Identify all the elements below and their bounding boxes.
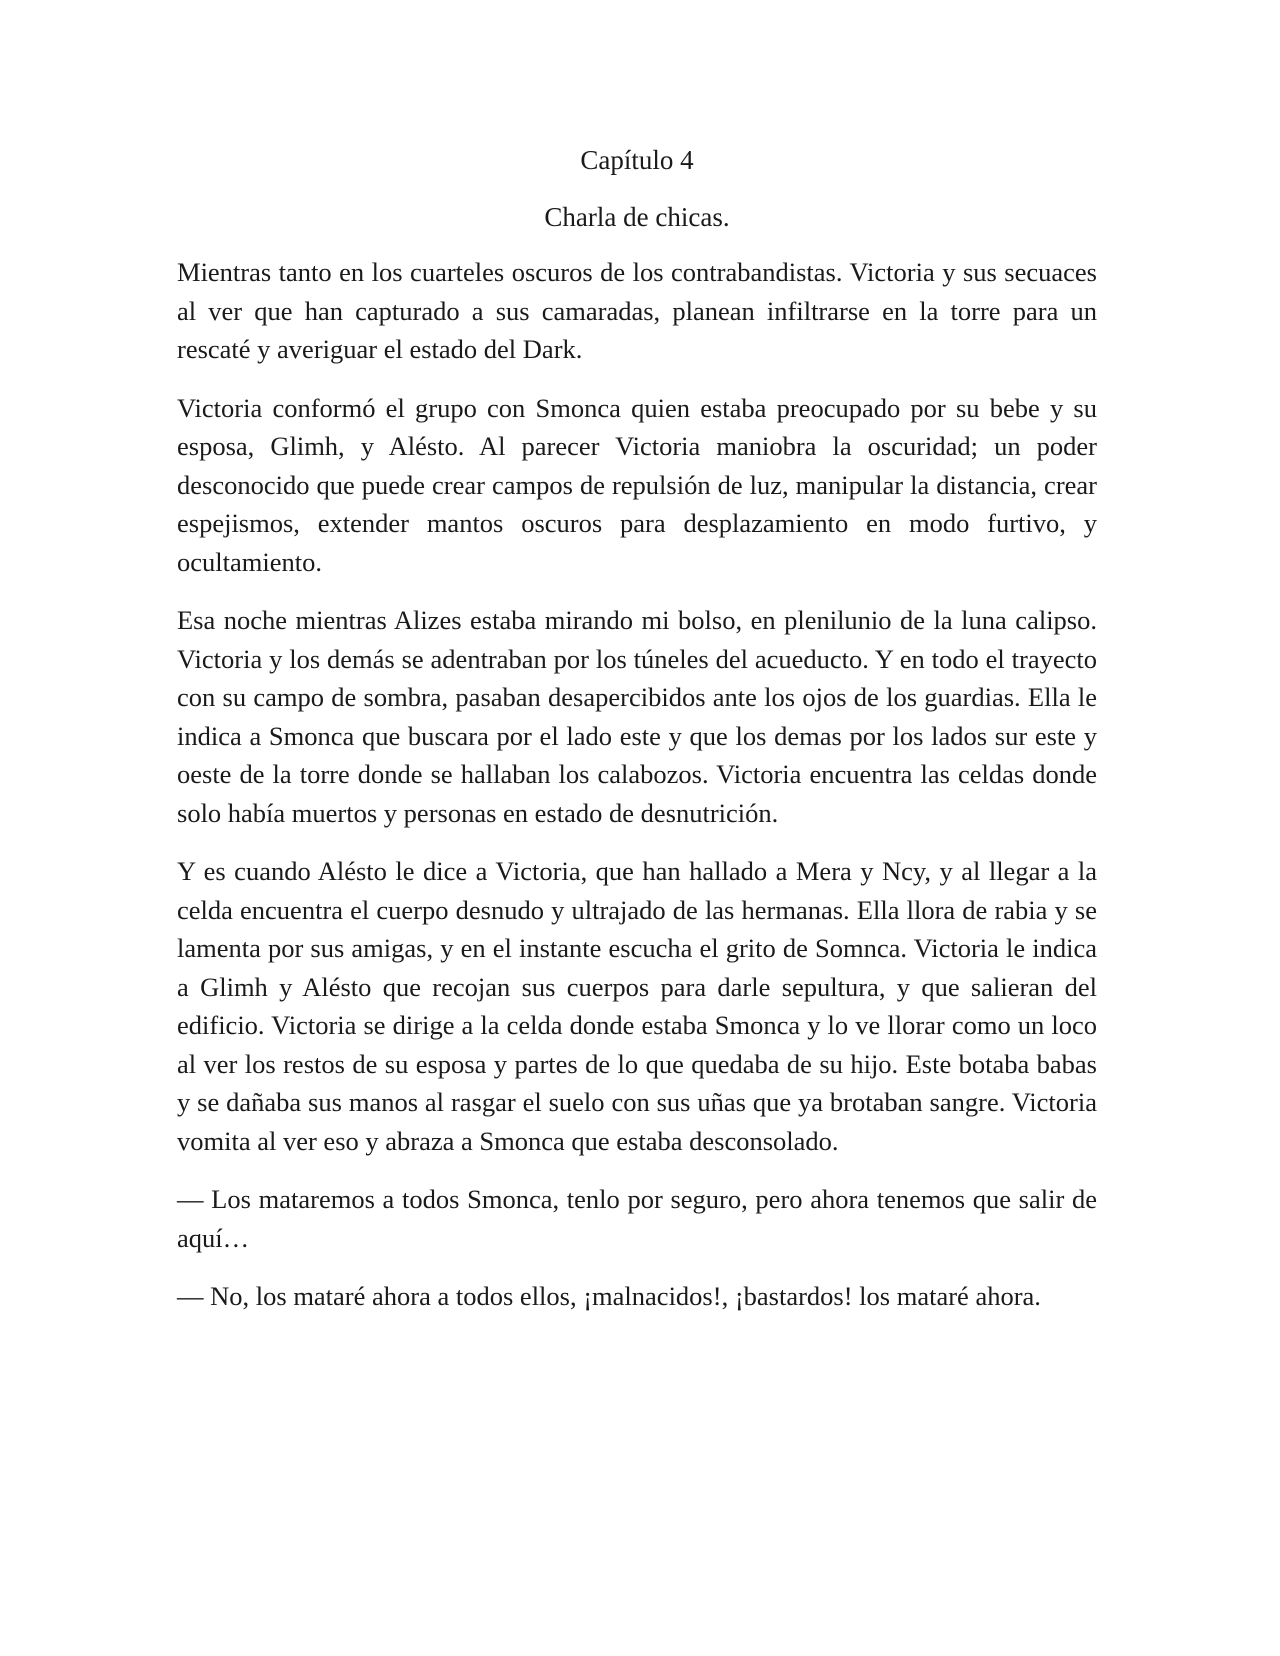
paragraph-4: Y es cuando Alésto le dice a Victoria, que han hallado a Mera y Ncy, y al llegar a la celda encuentra el cuerpo desnudo y ultrajado de las hermanas. Ella llora de rabia y se lamenta por sus amigas, y en el instante escucha el grito de Somnca. Victoria le indica a Glimh y Alésto que recojan sus cuerpos para darle sepultura, y que salieran del edificio. Victoria se dirige a la celda donde estaba Smonca y lo ve llorar como un loco al ver los restos de su esposa y partes de lo que quedaba de su hijo. Este botaba babas y se dañaba sus manos al rasgar el suelo con sus uñas que ya brotaban sangre. Victoria vomita al ver eso y abraza a Smonca que estaba desconsolado. bbox=[177, 856, 1097, 1156]
chapter-subtitle: Charla de chicas. bbox=[544, 202, 730, 232]
chapter-title: Capítulo 4 bbox=[580, 145, 694, 175]
paragraph-1: Mientras tanto en los cuarteles oscuros de los contrabandistas. Victoria y sus secuaces al ver que han capturado a sus camaradas, planean infiltrarse en la torre para un rescaté y averiguar el estado del Dark. bbox=[177, 257, 1097, 364]
paragraph-2: Victoria conformó el grupo con Smonca quien estaba preocupado por su bebe y su esposa, Glimh, y Alésto. Al parecer Victoria maniobra la oscuridad; un poder desconocido que puede crear campos de repulsión de luz, manipular la distancia, crear espejismos, extender mantos oscuros para desplazamiento en modo furtivo, y ocultamiento. bbox=[177, 392, 1097, 577]
dialogue-line-1: — Los mataremos a todos Smonca, tenlo por seguro, pero ahora tenemos que salir de aquí… bbox=[177, 1184, 1097, 1253]
dialogue-line-2: — No, los mataré ahora a todos ellos, ¡malnacidos!, ¡bastardos! los mataré ahora. bbox=[177, 1281, 1041, 1311]
document-page bbox=[177, 140, 1097, 1336]
paragraph-3: Esa noche mientras Alizes estaba mirando mi bolso, en plenilunio de la luna calipso. Victoria y los demás se adentraban por los túneles del acueducto. Y en todo el trayecto con su campo de sombra, pasaban desapercibidos ante los ojos de los guardias. Ella le indica a Smonca que buscara por el lado este y que los demas por los lados sur este y oeste de la torre donde se hallaban los calabozos. Victoria encuentra las celdas donde solo había muertos y personas en estado de desnutrición. bbox=[177, 605, 1097, 828]
